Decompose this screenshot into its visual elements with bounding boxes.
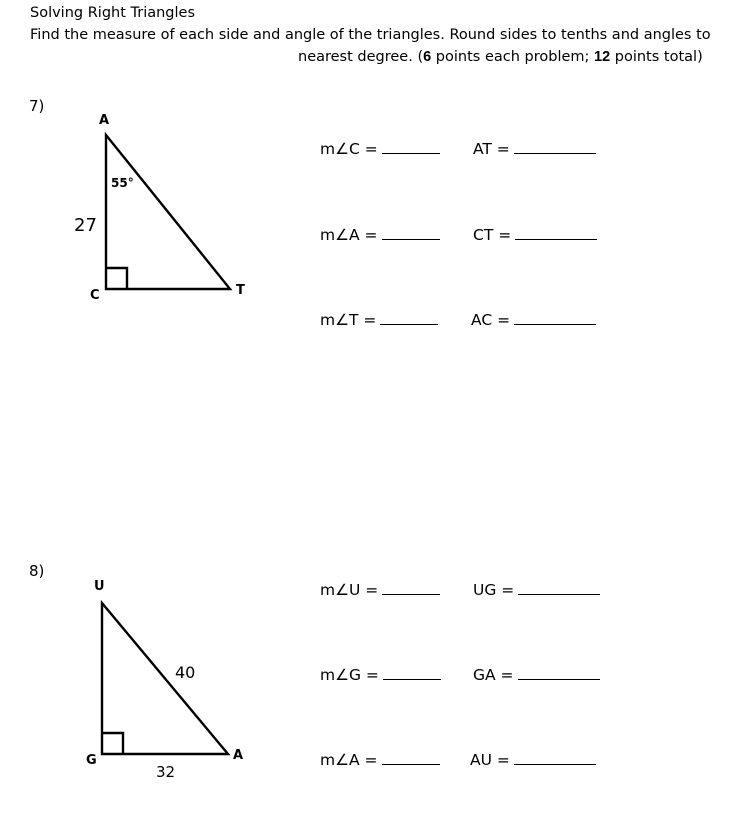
points-total-handwritten: 12 xyxy=(594,49,611,65)
p7-angle-c-label: m∠C = xyxy=(320,140,378,158)
p8-side-au-blank[interactable] xyxy=(514,763,596,765)
p7-row-1-side xyxy=(473,140,596,158)
right-angle-marker-g xyxy=(102,733,123,754)
vertex-label-u: U xyxy=(94,579,105,594)
p8-side-au-label: AU = xyxy=(470,751,510,769)
p7-angle-c-blank[interactable] xyxy=(382,152,440,154)
vertex-label-a: A xyxy=(99,113,110,128)
p7-row-1-angle xyxy=(320,140,440,158)
triangle-act xyxy=(106,135,230,289)
p8-angle-a-blank[interactable] xyxy=(382,763,440,765)
given-base-label: 32 xyxy=(156,763,176,781)
vertex-label-a2: A xyxy=(233,748,244,763)
p8-row-3-angle xyxy=(320,751,440,769)
p7-row-2-angle xyxy=(320,226,440,244)
points-each-handwritten: 6 xyxy=(423,49,432,65)
p7-side-ac-blank[interactable] xyxy=(514,323,596,325)
p8-angle-u-label: m∠U = xyxy=(320,581,379,599)
p7-side-at-label: AT = xyxy=(473,140,510,158)
p7-row-2-side xyxy=(473,226,597,244)
p7-angle-a-blank[interactable] xyxy=(382,238,440,240)
instruction-text-post: points total) xyxy=(610,49,703,65)
p8-row-3-side xyxy=(470,751,596,769)
triangle-uga-outline xyxy=(102,603,228,754)
given-side-label: 27 xyxy=(74,215,97,236)
problem-7-number: 7) xyxy=(29,97,45,115)
p8-angle-u-blank[interactable] xyxy=(382,593,440,595)
p8-angle-g-blank[interactable] xyxy=(383,678,441,680)
right-angle-marker-c xyxy=(106,268,127,289)
instruction-line-1: Find the measure of each side and angle of the triangles. Round sides to tenths and angles to xyxy=(30,27,711,43)
p7-angle-t-label: m∠T = xyxy=(320,311,377,329)
p7-angle-a-label: m∠A = xyxy=(320,226,378,244)
worksheet-title: Solving Right Triangles xyxy=(30,5,196,21)
given-hypotenuse-label: 40 xyxy=(175,663,196,682)
p8-angle-a-label: m∠A = xyxy=(320,751,378,769)
p8-side-ug-blank[interactable] xyxy=(518,593,600,595)
vertex-label-t: T xyxy=(236,283,245,298)
p7-side-ac-label: AC = xyxy=(471,311,511,329)
p8-side-ga-blank[interactable] xyxy=(518,678,600,680)
vertex-label-g: G xyxy=(86,753,97,768)
given-angle-label: 55° xyxy=(111,176,134,190)
p8-row-1-angle xyxy=(320,581,440,599)
instruction-text-pre: nearest degree. ( xyxy=(298,49,424,65)
p8-side-ug-label: UG = xyxy=(473,581,515,599)
p7-angle-t-blank[interactable] xyxy=(380,323,438,325)
triangle-act-outline xyxy=(106,135,230,289)
p7-row-3-angle xyxy=(320,311,438,329)
p8-angle-g-label: m∠G = xyxy=(320,666,379,684)
p7-row-3-side xyxy=(471,311,596,329)
p8-row-1-side xyxy=(473,581,600,599)
triangle-uga xyxy=(102,603,228,754)
p8-row-2-angle xyxy=(320,666,441,684)
p7-side-ct-label: CT = xyxy=(473,226,512,244)
vertex-label-c: C xyxy=(90,288,100,303)
problem-8-number: 8) xyxy=(29,562,45,580)
p8-row-2-side xyxy=(473,666,600,684)
p7-side-at-blank[interactable] xyxy=(514,152,596,154)
p8-side-ga-label: GA = xyxy=(473,666,514,684)
instruction-text-mid: points each problem; xyxy=(431,49,595,65)
p7-side-ct-blank[interactable] xyxy=(515,238,597,240)
